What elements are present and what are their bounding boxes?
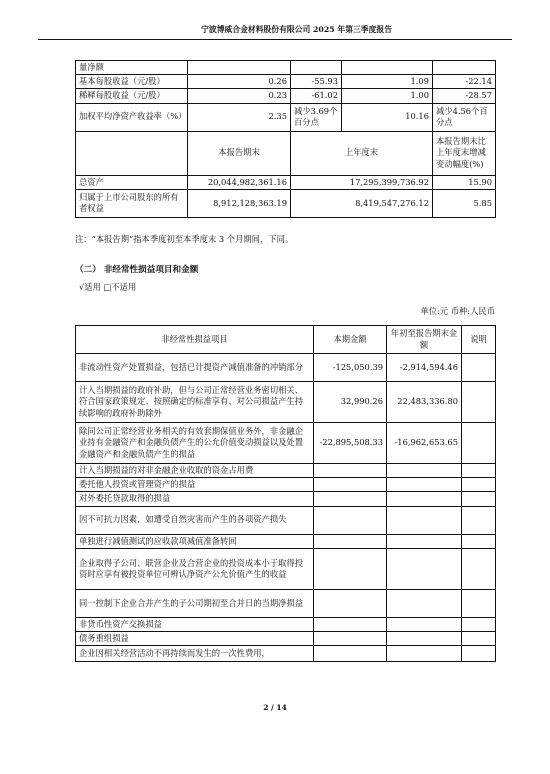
item-label: 非货币性资产交换损益 bbox=[76, 617, 314, 631]
row-label: 总资产 bbox=[76, 175, 188, 189]
header-remark: 说明 bbox=[462, 326, 496, 354]
row-label: 归属于上市公司股东的所有者权益 bbox=[76, 189, 188, 217]
table-row bbox=[76, 175, 496, 189]
row-label: 基本每股收益（元/股） bbox=[76, 75, 188, 89]
amount-current bbox=[314, 464, 387, 478]
table-header-row bbox=[76, 326, 496, 354]
table-row bbox=[76, 464, 496, 478]
remark bbox=[462, 617, 496, 631]
amount-ytd: -16,962,653.65 bbox=[387, 423, 462, 464]
non-recurring-items-table bbox=[75, 325, 496, 662]
value-period-end: 8,912,128,363.19 bbox=[188, 189, 291, 217]
item-label: 债务重组损益 bbox=[76, 631, 314, 645]
amount-current bbox=[314, 631, 387, 645]
value-ytd-change: -22.14 bbox=[433, 75, 496, 89]
value-ytd-change: -28.57 bbox=[433, 89, 496, 103]
page-number: 2 / 14 bbox=[263, 703, 287, 712]
amount-current: 32,990.26 bbox=[314, 382, 387, 423]
item-label: 委托他人投资或管理资产的损益 bbox=[76, 478, 314, 492]
value-ytd: 1.00 bbox=[342, 89, 433, 103]
value-change: -55.93 bbox=[291, 75, 342, 89]
item-label: 同一控制下企业合并产生的子公司期初至合并日的当期净损益 bbox=[76, 589, 314, 617]
page-header: 宁波博威合金材料股份有限公司 2025 年第三季度报告 bbox=[38, 25, 512, 40]
remark bbox=[462, 646, 496, 662]
table-row bbox=[76, 189, 496, 217]
table-row bbox=[76, 89, 496, 103]
remark bbox=[462, 464, 496, 478]
value-current: 2.35 bbox=[188, 103, 291, 131]
amount-ytd bbox=[387, 631, 462, 645]
amount-ytd bbox=[387, 548, 462, 589]
amount-current bbox=[314, 589, 387, 617]
remark bbox=[462, 548, 496, 589]
subheader-prior-year-end: 上年度末 bbox=[291, 131, 433, 175]
table-row bbox=[76, 631, 496, 645]
value-prior-year-end: 17,295,399,736.92 bbox=[291, 175, 433, 189]
amount-ytd: -2,914,594.46 bbox=[387, 354, 462, 382]
table-row bbox=[76, 589, 496, 617]
amount-ytd: 22,483,336.80 bbox=[387, 382, 462, 423]
amount-ytd bbox=[387, 646, 462, 662]
table-row bbox=[76, 61, 496, 75]
item-label: 除同公司正常经营业务相关的有效套期保值业务外，非金融企业持有金融资产和金融负债产生的公允价值变动损益以及处置金融资产和金融负债产生的损益 bbox=[76, 423, 314, 464]
value-current: 0.26 bbox=[188, 75, 291, 89]
section-title: （二） 非经常性损益项目和金额 bbox=[75, 265, 199, 275]
value-current: 0.23 bbox=[188, 89, 291, 103]
table-note: 注：“本报告期”指本季度初至本季度末 3 个月期间，下同。 bbox=[75, 234, 294, 244]
item-label: 对外委托贷款取得的损益 bbox=[76, 492, 314, 506]
remark bbox=[462, 478, 496, 492]
table-row bbox=[76, 617, 496, 631]
header-ytd: 年初至报告期末金额 bbox=[387, 326, 462, 354]
item-label: 企业取得子公司、联营企业及合营企业的投资成本小于取得投资时应享有被投资单位可辨认净资产公允价值产生的收益 bbox=[76, 548, 314, 589]
table-row bbox=[76, 534, 496, 548]
value-prior-year-end: 8,419,547,276.12 bbox=[291, 189, 433, 217]
value-period-end: 20,044,982,361.16 bbox=[188, 175, 291, 189]
row-label: 加权平均净资产收益率（%） bbox=[76, 103, 188, 131]
item-label: 因不可抗力因素，如遭受自然灾害而产生的各项资产损失 bbox=[76, 506, 314, 534]
row-label: 量净额 bbox=[76, 61, 188, 75]
table-row bbox=[76, 103, 496, 131]
value-change-pct: 5.85 bbox=[433, 189, 496, 217]
item-label: 单独进行减值测试的应收款项减值准备转回 bbox=[76, 534, 314, 548]
currency-unit: 单位:元 币种:人民币 bbox=[420, 306, 495, 316]
amount-ytd bbox=[387, 478, 462, 492]
remark bbox=[462, 423, 496, 464]
item-label: 计入当期损益的政府补助，但与公司正常经营业务密切相关、符合国家政策规定、按照确定的标准享有、对公司损益产生持续影响的政府补助除外 bbox=[76, 382, 314, 423]
table-row bbox=[76, 478, 496, 492]
row-label: 稀释每股收益（元/股） bbox=[76, 89, 188, 103]
remark bbox=[462, 631, 496, 645]
amount-current: -125,050.39 bbox=[314, 354, 387, 382]
item-label: 计入当期损益的对非金融企业收取的资金占用费 bbox=[76, 464, 314, 478]
amount-ytd bbox=[387, 464, 462, 478]
amount-ytd bbox=[387, 492, 462, 506]
value-ytd-change: 减少4.56个百分点 bbox=[433, 103, 496, 131]
table-subheader-row bbox=[76, 131, 496, 175]
value-change: -61.02 bbox=[291, 89, 342, 103]
subheader-period-end: 本报告期末 bbox=[188, 131, 291, 175]
value-change-pct: 15.90 bbox=[433, 175, 496, 189]
amount-current bbox=[314, 548, 387, 589]
value-ytd: 10.16 bbox=[342, 103, 433, 131]
table-row bbox=[76, 506, 496, 534]
table-row bbox=[76, 548, 496, 589]
table-row bbox=[76, 492, 496, 506]
amount-ytd bbox=[387, 506, 462, 534]
remark bbox=[462, 382, 496, 423]
amount-current bbox=[314, 492, 387, 506]
value-ytd: 1.09 bbox=[342, 75, 433, 89]
financial-summary-table bbox=[75, 60, 496, 218]
amount-ytd bbox=[387, 589, 462, 617]
table-row bbox=[76, 354, 496, 382]
item-label: 非流动性资产处置损益，包括已计提资产减值准备的冲销部分 bbox=[76, 354, 314, 382]
value-change bbox=[291, 61, 342, 75]
header-item: 非经常性损益项目 bbox=[76, 326, 314, 354]
remark bbox=[462, 354, 496, 382]
amount-current bbox=[314, 478, 387, 492]
table-row bbox=[76, 646, 496, 662]
remark bbox=[462, 506, 496, 534]
value-ytd-change bbox=[433, 61, 496, 75]
value-change: 减少3.69个百分点 bbox=[291, 103, 342, 131]
header-current-period: 本期金额 bbox=[314, 326, 387, 354]
subheader-change: 本报告期末比上年度末增减变动幅度(%) bbox=[433, 131, 496, 175]
amount-current bbox=[314, 534, 387, 548]
remark bbox=[462, 492, 496, 506]
table-row bbox=[76, 382, 496, 423]
amount-current bbox=[314, 617, 387, 631]
amount-ytd bbox=[387, 617, 462, 631]
value-ytd bbox=[342, 61, 433, 75]
applicability-check: √适用 □不适用 bbox=[79, 282, 137, 292]
table-row bbox=[76, 75, 496, 89]
remark bbox=[462, 534, 496, 548]
item-label: 企业因相关经营活动不再持续而发生的一次性费用， bbox=[76, 646, 314, 662]
value-current bbox=[188, 61, 291, 75]
table-row bbox=[76, 423, 496, 464]
amount-current: -22,895,508.33 bbox=[314, 423, 387, 464]
remark bbox=[462, 589, 496, 617]
amount-current bbox=[314, 506, 387, 534]
amount-ytd bbox=[387, 534, 462, 548]
amount-current bbox=[314, 646, 387, 662]
